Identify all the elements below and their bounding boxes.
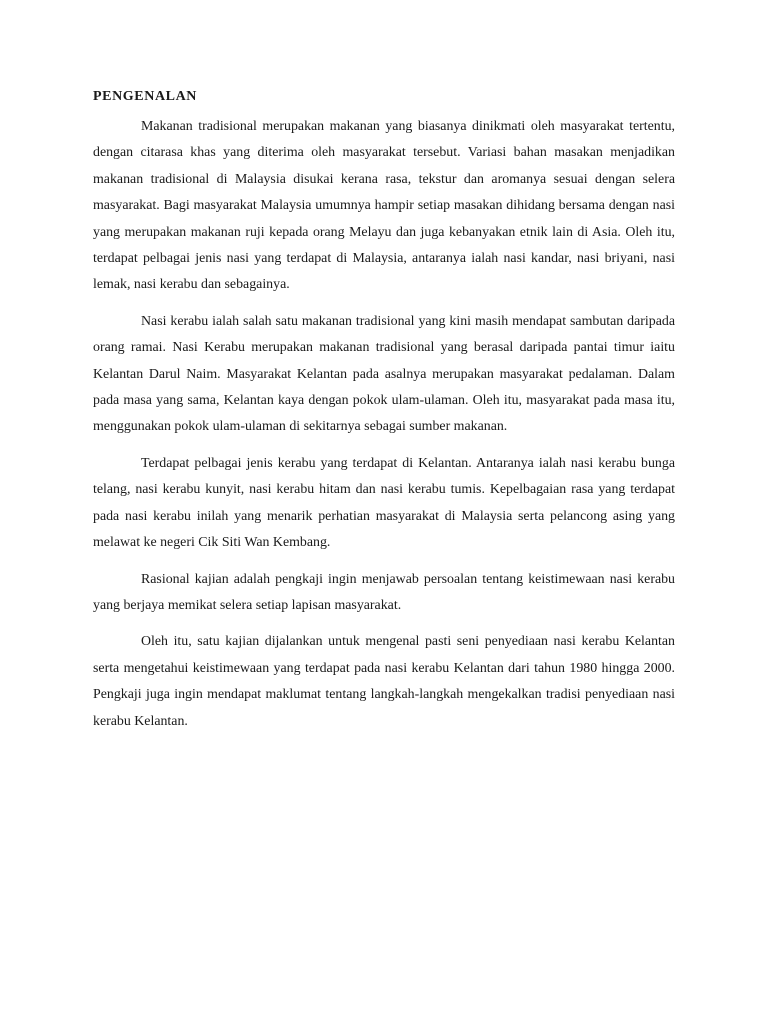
paragraph-4: Rasional kajian adalah pengkaji ingin menjawab persoalan tentang keistimewaan nasi kerabu yang berjaya memikat selera setiap lapisan masyarakat.	[93, 571, 675, 613]
paragraph-1: Makanan tradisional merupakan makanan yang biasanya dinikmati oleh masyarakat tertentu, dengan citarasa khas yang diterima oleh masyarakat tersebut. Variasi bahan masakan menjadikan makanan tradisional di Malaysia disukai kerana rasa, tekstur dan aromanya sesuai dengan selera masyarakat. Bagi masyarakat Malaysia umumnya hampir setiap masakan dihidang bersama dengan nasi yang merupakan makanan ruji kepada orang Melayu dan juga kebanyakan etnik lain di Asia. Oleh itu, terdapat pelbagai jenis nasi yang terdapat di Malaysia, antaranya ialah nasi kandar, nasi briyani, nasi lemak, nasi kerabu dan sebagainya.	[93, 119, 675, 293]
paragraph-5: Oleh itu, satu kajian dijalankan untuk mengenal pasti seni penyediaan nasi kerabu Kelantan serta mengetahui keistimewaan yang terdapat pada nasi kerabu Kelantan dari tahun 1980 hingga 2000. Pengkaji juga ingin mendapat maklumat tentang langkah-langkah mengekalkan tradisi penyediaan nasi kerabu Kelantan.	[93, 634, 675, 729]
paragraph-2: Nasi kerabu ialah salah satu makanan tradisional yang kini masih mendapat sambutan daripada orang ramai. Nasi Kerabu merupakan makanan tradisional yang berasal daripada pantai timur iaitu Kelantan Darul Naim. Masyarakat Kelantan pada asalnya merupakan masyarakat pedalaman. Dalam pada masa yang sama, Kelantan kaya dengan pokok ulam-ulaman. Oleh itu, masyarakat pada masa itu, menggunakan pokok ulam-ulaman di sekitarnya sebagai sumber makanan.	[93, 313, 675, 435]
paragraph-3: Terdapat pelbagai jenis kerabu yang terdapat di Kelantan. Antaranya ialah nasi kerabu bunga telang, nasi kerabu kunyit, nasi kerabu hitam dan nasi kerabu tumis. Kepelbagaian rasa yang terdapat pada nasi kerabu inilah yang menarik perhatian masyarakat di Malaysia serta pelancong asing yang melawat ke negeri Cik Siti Wan Kembang.	[93, 455, 675, 551]
section-heading: PENGENALAN	[93, 89, 198, 104]
